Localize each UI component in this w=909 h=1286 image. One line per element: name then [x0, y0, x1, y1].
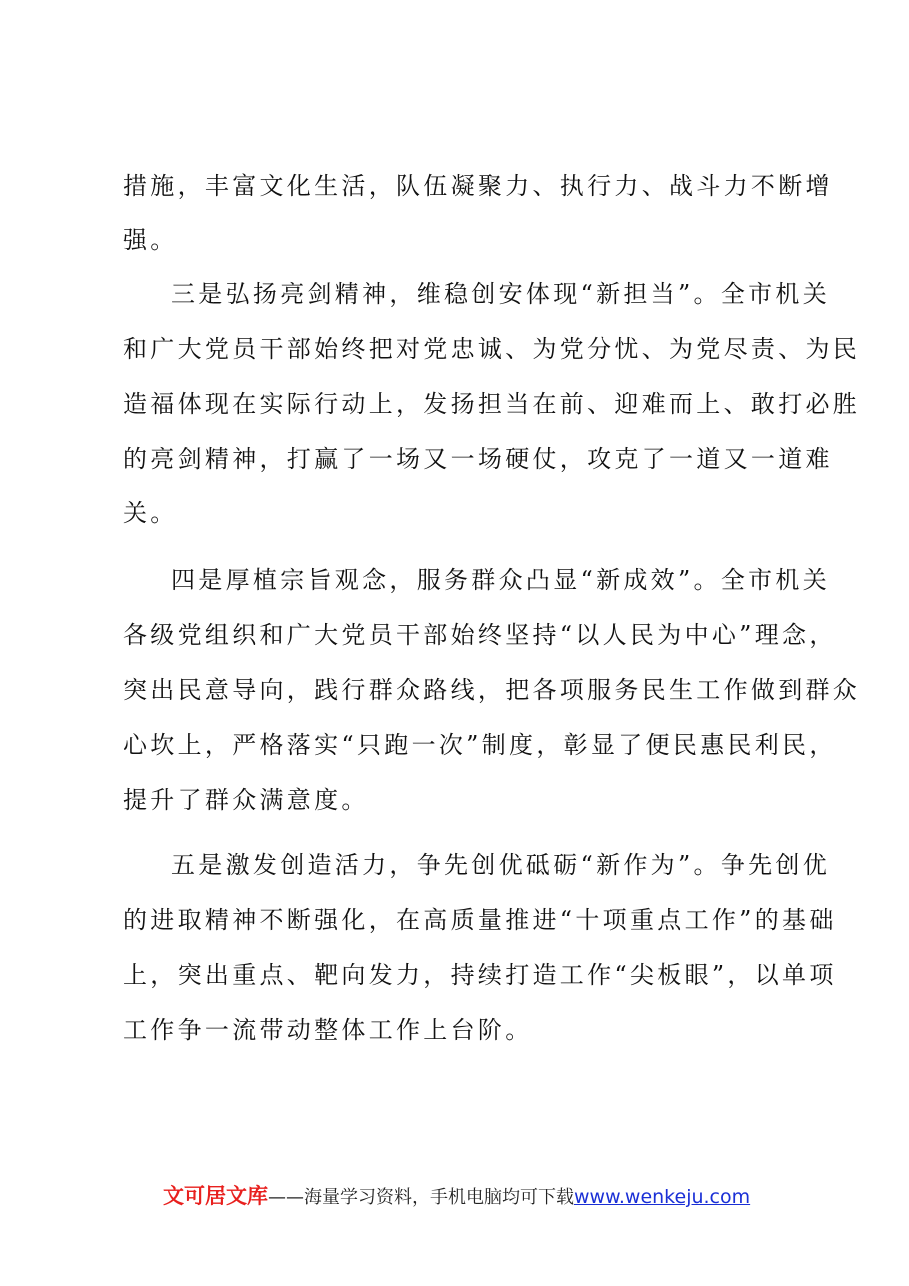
body-text-line: 造福体现在实际行动上，发扬担当在前、迎难而上、敢打必胜 [123, 390, 861, 418]
body-text-line: 上，突出重点、靶向发力，持续打造工作“尖板眼”，以单项 [123, 961, 837, 989]
body-text-line: 工作争一流带动整体工作上台阶。 [123, 1016, 533, 1044]
footer-tagline: ——海量学习资料，手机电脑均可下载 [268, 1187, 574, 1208]
page-footer [163, 1183, 783, 1211]
body-text-line: 各级党组织和广大党员干部始终坚持“以人民为中心”理念， [123, 621, 837, 649]
body-text-line: 和广大党员干部始终把对党忠诚、为党分忧、为党尽责、为民 [123, 335, 861, 363]
paragraph-heading-line: 四是厚植宗旨观念，服务群众凸显“新成效”。全市机关 [171, 566, 831, 594]
body-text-line: 关。 [123, 499, 178, 527]
body-text-line: 突出民意导向，践行群众路线，把各项服务民生工作做到群众 [123, 676, 861, 704]
paragraph-heading-line: 五是激发创造活力，争先创优砥砺“新作为”。争先创优 [171, 851, 831, 879]
body-text-line: 强。 [123, 226, 178, 254]
body-text-line: 措施，丰富文化生活，队伍凝聚力、执行力、战斗力不断增 [123, 172, 833, 200]
body-text-line: 的进取精神不断强化，在高质量推进“十项重点工作”的基础 [123, 906, 837, 934]
body-text-line: 提升了群众满意度。 [123, 786, 369, 814]
footer-website-link[interactable]: www.wenkeju.com [574, 1186, 751, 1208]
paragraph-heading-line: 三是弘扬亮剑精神，维稳创安体现“新担当”。全市机关 [171, 280, 831, 308]
body-text-line: 的亮剑精神，打赢了一场又一场硬仗，攻克了一道又一道难 [123, 445, 833, 473]
body-text-line: 心坎上，严格落实“只跑一次”制度，彰显了便民惠民利民， [123, 731, 837, 759]
footer-brand: 文可居文库 [163, 1184, 268, 1208]
